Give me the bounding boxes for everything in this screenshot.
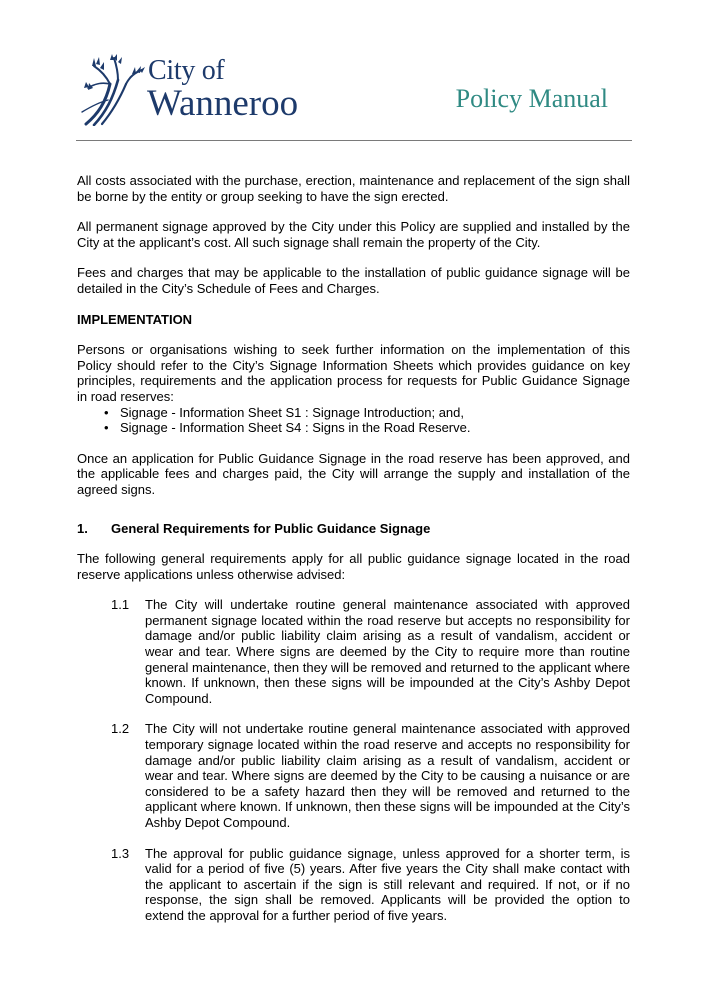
item-text: The City will not undertake routine general maintenance associated with approved temporary signage located within the road reserve and accepts no responsibility for damage and/or public liability claim arising as a result of vandalism, accident or wear and tear. Where signs are deemed by the City to be causing a nuisance or are considered to be a safety hazard then they will be removed and returned to the applicant where known. If unknown, then these signs will be impounded at the City’s Ashby Depot Compound. — [145, 721, 630, 830]
paragraph-costs: All costs associated with the purchase, erection, maintenance and replacement of the sign shall be borne by the entity or group seeking to have the sign erected. — [77, 173, 630, 204]
bullet-icon: • — [104, 420, 109, 436]
header-divider — [76, 140, 632, 141]
paragraph-general-requirements: The following general requirements apply for all public guidance signage located in the road reserve applications unless otherwise advised: — [77, 551, 630, 582]
item-text: The City will undertake routine general maintenance associated with approved permanent signage located within the road reserve but accepts no responsibility for damage and/or public liability claim arising as a result of vandalism, accident or wear and tear. Where signs are deemed by the City to require more than routine general maintenance, then they will be removed and returned to the applicant where known. If unknown, then these signs will be impounded at the City’s Ashby Depot Compound. — [145, 597, 630, 706]
list-item-text: Signage - Information Sheet S1 : Signage Introduction; and, — [120, 404, 465, 420]
paragraph-approval-process: Once an application for Public Guidance Signage in the road reserve has been approved, and the applicable fees and charges paid, the City will arrange the supply and installation of the agreed signs. — [77, 450, 630, 497]
information-sheet-list — [77, 405, 630, 436]
list-item — [77, 420, 630, 436]
item-number: 1.3 — [111, 845, 130, 861]
item-number: 1.1 — [111, 597, 130, 613]
implementation-heading: IMPLEMENTATION — [77, 311, 193, 327]
requirement-item — [77, 721, 630, 830]
paragraph-information-sheets: Persons or organisations wishing to seek further information on the implementation of this Policy should refer to the City’s Signage Information Sheets which provides guidance on key principles, requirements and the application process for requests for Public Guidance Signage in road reserves: — [77, 342, 630, 404]
city-of-wanneroo-logo — [80, 54, 325, 126]
section-heading — [77, 521, 630, 537]
bullet-icon: • — [104, 404, 109, 420]
section-number: 1. — [77, 520, 88, 536]
page-header — [0, 0, 706, 142]
list-item-text: Signage - Information Sheet S4 : Signs in the Road Reserve. — [120, 420, 471, 436]
requirement-item — [77, 846, 630, 924]
list-item — [77, 405, 630, 421]
kangaroo-paw-icon — [80, 54, 146, 126]
logo-city-of-text: City of — [148, 55, 225, 86]
paragraph-fees: Fees and charges that may be applicable to the installation of public guidance signage will be detailed in the City’s Schedule of Fees and Charges. — [77, 265, 630, 296]
section-title: General Requirements for Public Guidance Signage — [111, 520, 431, 536]
policy-manual-title: Policy Manual — [455, 84, 608, 113]
logo-wanneroo-text: Wanneroo — [147, 83, 299, 124]
paragraph-permanent-signage: All permanent signage approved by the City under this Policy are supplied and installed by the City at the applicant’s cost. All such signage shall remain the property of the City. — [77, 219, 630, 250]
item-number: 1.2 — [111, 721, 130, 737]
requirement-item — [77, 597, 630, 706]
item-text: The approval for public guidance signage, unless approved for a shorter term, is valid for a period of five (5) years. After five years the City shall make contact with the applicant to ascertain if the sign is still relevant and required. If not, or if no response, the sign shall be removed. Applicants will be provided the option to extend the approval for a further period of five years. — [145, 845, 630, 923]
document-body — [77, 173, 630, 939]
